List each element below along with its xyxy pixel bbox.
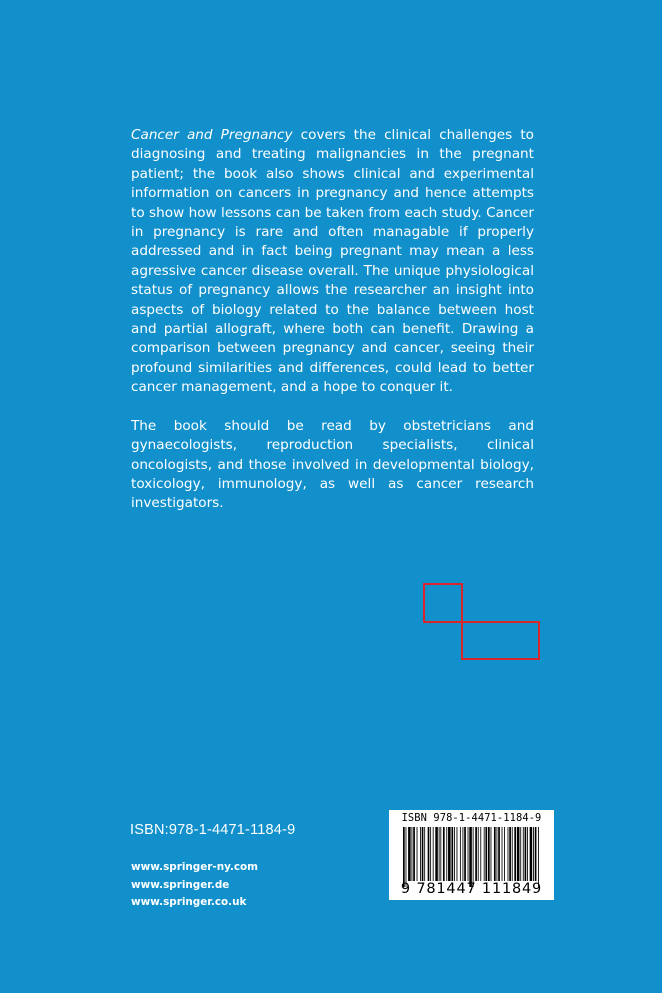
barcode-bar	[440, 827, 441, 881]
barcode-bar	[485, 827, 487, 881]
barcode-bar	[406, 827, 407, 887]
barcode-bar	[509, 827, 511, 881]
publisher-websites	[131, 859, 258, 912]
barcode-bar	[494, 827, 496, 881]
barcode-isbn-text: ISBN 978-1-4471-1184-9	[401, 812, 542, 824]
blurb-paragraph-1-text: covers the clinical challenges to diagnosing and treating malignancies in the pregnant patient; the book also shows clinical and experimental information on cancers in pregnancy and hence attempts to show how lessons can be taken from each study. Cancer in pregnancy is rare and often managable if properly addressed and in fact being pregnant may mean a less agressive cancer disease overall. The unique physiological status of pregnancy allows the researcher an insight into aspects of biology related to the balance between host and partial allograft, where both can benefit. Drawing a comparison between pregnancy and cancer, seeing their profound similarities and differences, could lead to better cancer management, and a hope to conquer it.	[131, 127, 534, 396]
barcode-bar	[517, 827, 520, 881]
barcode-bar	[530, 827, 533, 881]
barcode-bar	[520, 827, 521, 881]
barcode-bar	[443, 827, 445, 881]
barcode-bar	[464, 827, 466, 881]
barcode	[389, 810, 554, 900]
barcode-bar	[527, 827, 528, 881]
barcode-bar	[408, 827, 411, 881]
website-link[interactable]: www.springer.co.uk	[131, 896, 247, 909]
barcode-bar	[420, 827, 421, 881]
barcode-bar	[403, 827, 405, 887]
barcode-bar	[498, 827, 500, 881]
barcode-bar	[435, 827, 438, 881]
barcode-bar	[523, 827, 524, 881]
barcode-bar	[460, 827, 461, 881]
red-rectangle-outline	[462, 622, 539, 659]
barcode-bar	[502, 827, 503, 881]
barcode-bar	[514, 827, 516, 881]
website-link[interactable]: www.springer.de	[131, 878, 230, 891]
barcode-bar	[484, 827, 485, 881]
barcode-bar	[469, 827, 472, 887]
barcode-bar	[512, 827, 513, 881]
barcode-bar	[417, 827, 418, 881]
barcode-bar	[533, 827, 534, 881]
barcode-bar	[433, 827, 434, 881]
barcode-bar	[468, 827, 469, 881]
barcode-bar	[538, 827, 539, 887]
barcode-bar	[412, 827, 413, 881]
barcode-bar	[488, 827, 490, 881]
barcode-bar	[475, 827, 477, 881]
barcode-bar	[480, 827, 481, 881]
barcode-bar	[463, 827, 464, 881]
website-link[interactable]: www.springer-ny.com	[131, 861, 258, 873]
barcode-digits: 9 781447 111849	[400, 881, 543, 897]
barcode-bar	[478, 827, 479, 881]
barcode-bar	[454, 827, 455, 881]
barcode-bar	[430, 827, 431, 881]
barcode-bar	[439, 827, 440, 881]
barcode-bar	[448, 827, 451, 881]
barcode-bar	[451, 827, 453, 881]
barcode-bar	[508, 827, 509, 881]
isbn-label: ISBN:978-1-4471-1184-9	[130, 822, 296, 838]
barcode-bar	[428, 827, 430, 881]
red-square-outline	[424, 584, 462, 622]
barcode-bar	[525, 827, 527, 881]
barcode-bar	[413, 827, 415, 881]
barcode-bar	[497, 827, 498, 881]
barcode-bar	[535, 827, 537, 881]
barcode-bar	[424, 827, 425, 881]
barcode-bar	[491, 827, 492, 881]
barcode-bar	[422, 827, 424, 881]
barcode-bar	[446, 827, 447, 881]
blurb-paragraph-2: The book should be read by obstetricians and gynaecologists, reproduction specialists, clinical oncologists, and those involved in developmental biology, toxicology, immunology, as well as cancer research investigators.	[131, 417, 534, 512]
barcode-bar	[504, 827, 505, 881]
book-title-italic: Cancer and Pregnancy	[131, 127, 293, 143]
barcode-bar	[473, 827, 474, 887]
barcode-bar	[457, 827, 458, 881]
